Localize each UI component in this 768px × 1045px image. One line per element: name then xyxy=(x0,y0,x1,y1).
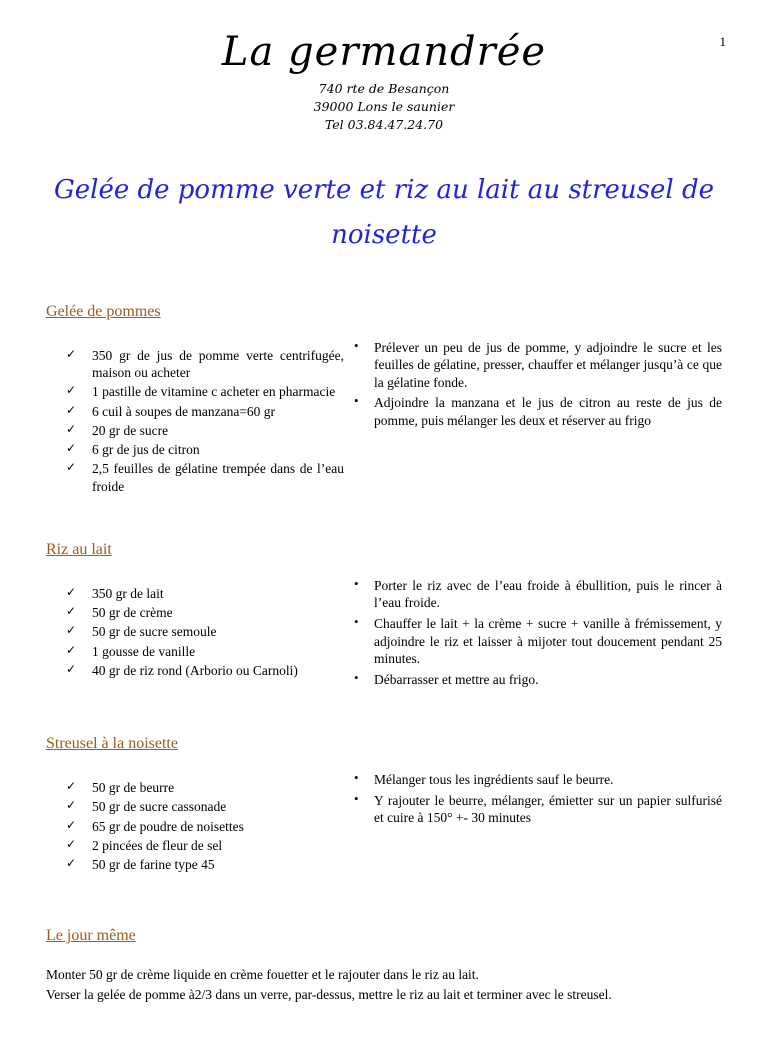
ingredient-text: 20 gr de sucre xyxy=(92,422,169,438)
address-block xyxy=(46,80,722,134)
bullet-icon: • xyxy=(354,790,359,806)
step-list xyxy=(350,577,722,691)
checkmark-icon: ✓ xyxy=(66,584,77,599)
ingredient-item xyxy=(66,604,344,621)
section-le-jour-meme xyxy=(46,927,722,1004)
bullet-icon: • xyxy=(354,613,359,629)
bullet-icon: • xyxy=(354,575,359,591)
ingredient-text: 50 gr de crème xyxy=(92,605,173,621)
final-paragraph: Verser la gelée de pomme à2/3 dans un verre, par-dessus, mettre le riz au lait et terminer avec le streusel. xyxy=(46,987,612,1003)
section-columns xyxy=(46,753,722,875)
checkmark-icon: ✓ xyxy=(66,642,77,657)
step-item xyxy=(350,394,722,429)
step-item xyxy=(350,577,722,612)
ingredient-text: 50 gr de sucre cassonade xyxy=(92,799,227,815)
recipe-title-line: Gelée de pomme verte et riz au lait au streusel de xyxy=(53,175,715,206)
step-text: Débarrasser et mettre au frigo. xyxy=(374,671,539,687)
checkmark-icon: ✓ xyxy=(66,383,77,398)
checkmark-icon: ✓ xyxy=(66,460,77,475)
ingredient-text: 50 gr de beurre xyxy=(92,780,175,796)
ingredient-item xyxy=(66,643,344,660)
section-riz-au-lait xyxy=(46,541,722,691)
checkmark-icon: ✓ xyxy=(66,836,77,851)
step-text: Mélanger tous les ingrédients sauf le beurre. xyxy=(374,772,614,788)
ingredient-text: 1 pastille de vitamine c acheter en pharmacie xyxy=(92,384,336,400)
section-columns xyxy=(46,559,722,691)
ingredient-text: 1 gousse de vanille xyxy=(92,643,196,659)
recipe-title-line: noisette xyxy=(331,219,437,250)
ingredient-text: 350 gr de lait xyxy=(92,585,164,601)
checkmark-icon: ✓ xyxy=(66,779,77,794)
checkmark-icon: ✓ xyxy=(66,798,77,813)
checkmark-icon: ✓ xyxy=(66,623,77,638)
ingredient-item xyxy=(66,818,344,835)
checkmark-icon: ✓ xyxy=(66,441,77,456)
phone-line: Tel 03.84.47.24.70 xyxy=(324,117,444,133)
ingredient-item xyxy=(66,779,344,796)
section-heading: Riz au lait xyxy=(46,540,112,558)
step-list xyxy=(350,771,722,830)
ingredient-text: 40 gr de riz rond (Arborio ou Carnoli) xyxy=(92,662,298,678)
section-heading: Gelée de pommes xyxy=(46,302,161,320)
checkmark-icon: ✓ xyxy=(66,856,77,871)
checkmark-icon: ✓ xyxy=(66,402,77,417)
final-paragraph: Monter 50 gr de crème liquide en crème fouetter et le rajouter dans le riz au lait. xyxy=(46,967,479,983)
ingredient-text: 2 pincées de fleur de sel xyxy=(92,837,223,853)
ingredient-text: 6 cuil à soupes de manzana=60 gr xyxy=(92,403,276,419)
ingredient-text: 350 gr de jus de pomme verte centrifugée, maison ou acheter xyxy=(92,347,344,381)
section-columns xyxy=(46,321,722,497)
checkmark-icon: ✓ xyxy=(66,604,77,619)
step-text: Prélever un peu de jus de pomme, y adjoindre le sucre et les feuilles de gélatine, presser, chauffer et mélanger jusqu’à ce que la gélatine fonde. xyxy=(374,339,722,390)
step-item xyxy=(350,615,722,668)
section-heading: Le jour même xyxy=(46,927,136,945)
step-list xyxy=(350,339,722,433)
step-item xyxy=(350,771,722,789)
ingredient-list xyxy=(66,779,344,875)
ingredient-item xyxy=(66,585,344,602)
ingredient-list xyxy=(66,585,344,681)
checkmark-icon: ✓ xyxy=(66,346,77,361)
ingredient-item xyxy=(66,837,344,854)
ingredient-item xyxy=(66,383,344,400)
ingredient-item xyxy=(66,662,344,679)
checkmark-icon: ✓ xyxy=(66,661,77,676)
ingredient-item xyxy=(66,856,344,873)
ingredient-text: 50 gr de farine type 45 xyxy=(92,857,215,873)
section-gelee-de-pommes xyxy=(46,303,722,497)
bullet-icon: • xyxy=(354,393,359,409)
ingredient-item xyxy=(66,347,344,382)
bullet-icon: • xyxy=(354,337,359,353)
ingredient-list xyxy=(66,347,344,497)
ingredient-item xyxy=(66,441,344,458)
page-number: 1 xyxy=(719,34,726,49)
final-instructions xyxy=(46,965,722,1004)
step-item xyxy=(350,671,722,689)
checkmark-icon: ✓ xyxy=(66,421,77,436)
document-header xyxy=(46,30,722,134)
ingredient-text: 50 gr de sucre semoule xyxy=(92,624,217,640)
ingredient-item xyxy=(66,623,344,640)
address-line: 740 rte de Besançon xyxy=(318,81,450,96)
bullet-icon: • xyxy=(354,770,359,786)
step-item xyxy=(350,792,722,827)
step-text: Chauffer le lait + la crème + sucre + vanille à frémissement, y adjoindre le riz et laisser à mijoter tout doucement pendant 25 minutes. xyxy=(374,615,722,667)
recipe-title xyxy=(46,168,722,256)
checkmark-icon: ✓ xyxy=(66,817,77,832)
ingredient-text: 6 gr de jus de citron xyxy=(92,442,200,458)
step-text: Porter le riz avec de l’eau froide à ébullition, puis le rincer à l’eau froide. xyxy=(374,577,722,611)
bullet-icon: • xyxy=(354,669,359,685)
ingredient-item xyxy=(66,798,344,815)
step-text: Y rajouter le beurre, mélanger, émietter sur un papier sulfurisé et cuire à 150° +- 30 minutes xyxy=(374,792,722,826)
ingredient-item xyxy=(66,403,344,420)
restaurant-name: La germandrée xyxy=(221,29,547,75)
section-heading: Streusel à la noisette xyxy=(46,735,178,753)
step-text: Adjoindre la manzana et le jus de citron au reste de jus de pomme, puis mélanger les deux et réserver au frigo xyxy=(374,395,722,428)
section-streusel-noisette xyxy=(46,735,722,875)
ingredient-text: 65 gr de poudre de noisettes xyxy=(92,818,244,834)
address-line: 39000 Lons le saunier xyxy=(313,99,455,115)
step-item xyxy=(350,339,722,392)
ingredient-item xyxy=(66,460,344,495)
ingredient-item xyxy=(66,422,344,439)
ingredient-text: 2,5 feuilles de gélatine trempée dans de l’eau froide xyxy=(92,461,344,494)
